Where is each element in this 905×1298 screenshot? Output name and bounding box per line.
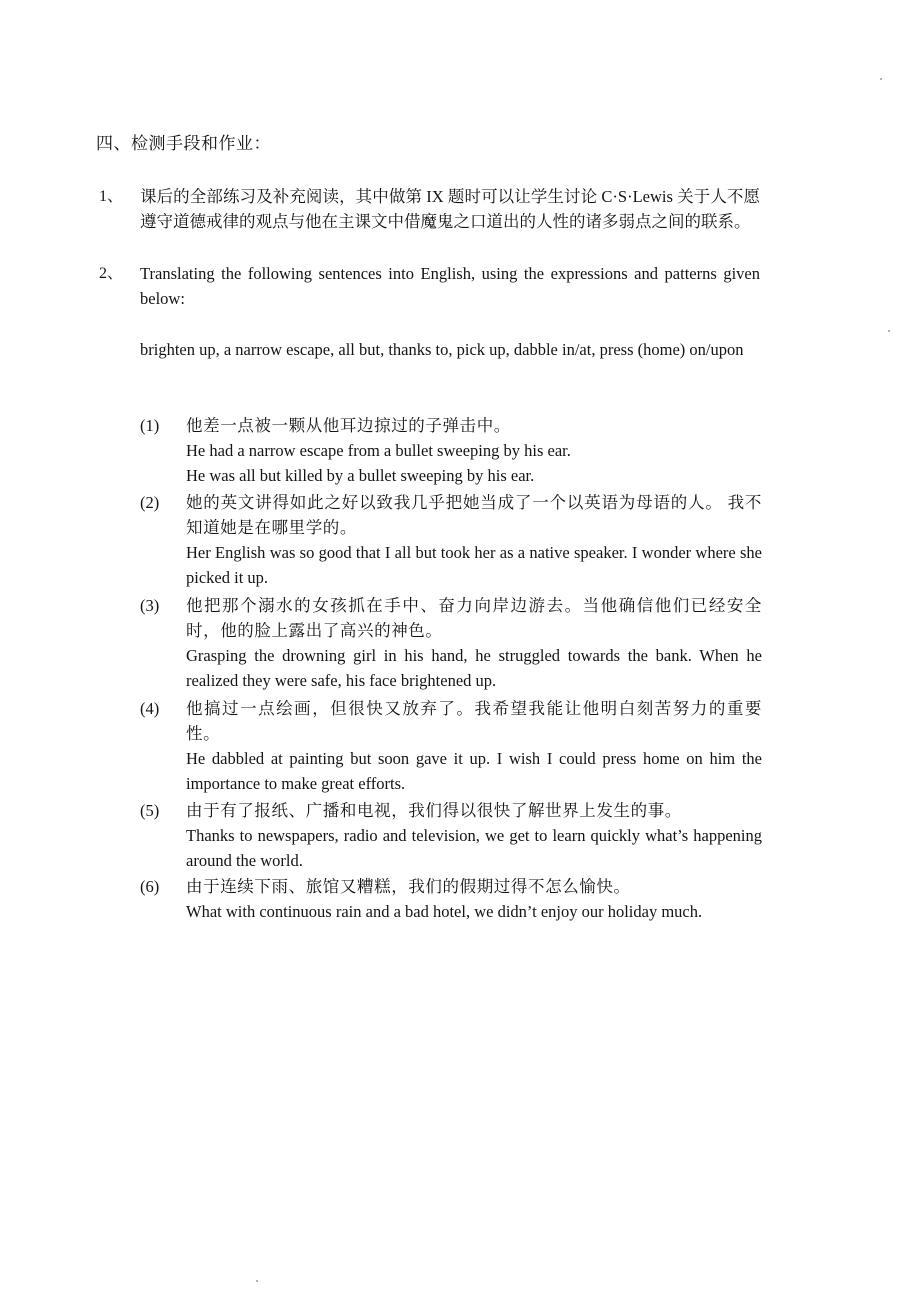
chinese-sentence: 他搞过一点绘画，但很快又放弃了。我希望我能让他明白刻苦努力的重要性。: [186, 699, 762, 743]
exercise-body: [186, 798, 762, 873]
item-text: 课后的全部练习及补充阅读，其中做第 IX 题时可以让学生讨论 C·S·Lewis 关于人不愿遵守道德戒律的观点与他在主课文中借魔鬼之口道出的人性的诸多弱点之间的联系。: [140, 187, 760, 231]
section-heading: 四、检测手段和作业：: [96, 134, 271, 153]
chinese-sentence: 他把那个溺水的女孩抓在手中、奋力向岸边游去。当他确信他们已经安全时，他的脸上露出了高兴的神色。: [186, 596, 762, 640]
exercise-number: (5): [140, 801, 160, 820]
exercise-number: (6): [140, 877, 160, 896]
scan-speck: [256, 1280, 258, 1282]
english-translation: Grasping the drowning girl in his hand, he struggled towards the bank. When he realized they were safe, his face brightened up.: [186, 646, 762, 690]
exercise-body: [186, 490, 762, 590]
exercise-number: (1): [140, 416, 160, 435]
exercise-body: [186, 696, 762, 796]
expressions-list: brighten up, a narrow escape, all but, thanks to, pick up, dabble in/at, press (home) on/upon: [140, 340, 744, 359]
chinese-sentence: 由于有了报纸、广播和电视，我们得以很快了解世界上发生的事。: [186, 801, 682, 820]
english-translation: He was all but killed by a bullet sweeping by his ear.: [186, 466, 535, 485]
exercise-number: (3): [140, 596, 160, 615]
item-text: Translating the following sentences into English, using the expressions and patterns given below:: [140, 264, 760, 308]
chinese-sentence: 她的英文讲得如此之好以致我几乎把她当成了一个以英语为母语的人。 我不知道她是在哪里学的。: [186, 493, 762, 537]
exercise-body: [186, 874, 762, 924]
exercise-body: [186, 413, 762, 488]
english-translation: Her English was so good that I all but took her as a native speaker. I wonder where she picked it up.: [186, 543, 762, 587]
exercise-body: [186, 593, 762, 693]
english-translation: Thanks to newspapers, radio and television, we get to learn quickly what’s happening around the world.: [186, 826, 762, 870]
scan-speck: [880, 78, 882, 80]
english-translation: What with continuous rain and a bad hotel, we didn’t enjoy our holiday much.: [186, 902, 703, 921]
exercise-number: (4): [140, 699, 160, 718]
item-number: 1、: [99, 188, 124, 205]
chinese-sentence: 由于连续下雨、旅馆又糟糕，我们的假期过得不怎么愉快。: [186, 877, 631, 896]
exercise-number: (2): [140, 493, 160, 512]
english-translation: He had a narrow escape from a bullet sweeping by his ear.: [186, 441, 571, 460]
chinese-sentence: 他差一点被一颗从他耳边掠过的子弹击中。: [186, 416, 511, 435]
item-number: 2、: [99, 265, 124, 282]
scan-speck: [888, 330, 890, 332]
english-translation: He dabbled at painting but soon gave it up. I wish I could press home on him the importance to make great efforts.: [186, 749, 762, 793]
